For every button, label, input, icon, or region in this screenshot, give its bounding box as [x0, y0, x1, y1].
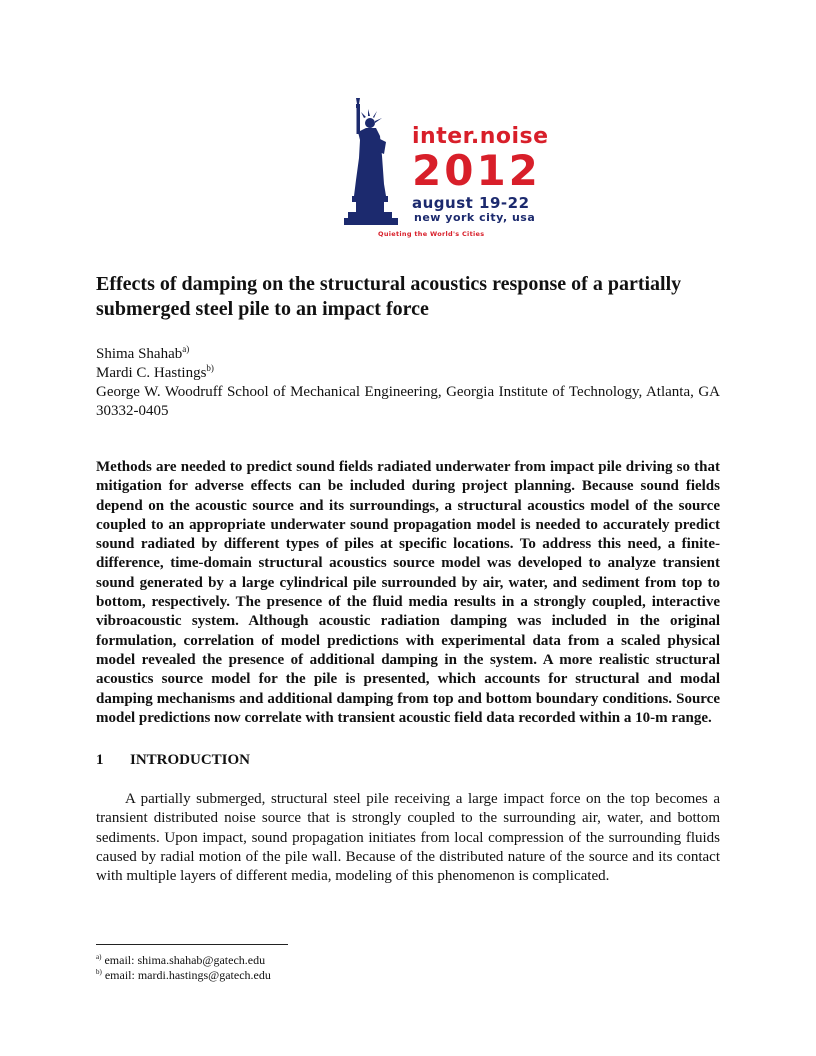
footnote-mark: b)	[96, 968, 102, 976]
footnote-mark: a)	[96, 953, 102, 961]
footnote-text: email: mardi.hastings@gatech.edu	[104, 968, 271, 982]
abstract: Methods are needed to predict sound fields radiated underwater from impact pile driving so that mitigation for adverse effects can be included during project planning. Because sound fields depend on the acoustic source and its surroundings, a structural acoustics model of the source coupled to an appropriate underwater sound propagation model is needed to accurately predict sound radiated by different types of piles at specific locations. To address this need, a finite-difference, time-domain structural acoustics source model was developed to analyze transient sound generated by a large cylindrical pile surrounded by air, water, and sediment from top to bottom, respectively. The presence of the fluid media results in a strongly coupled, interactive vibroacoustic system. Although acoustic radiation damping was included in the original formulation, correlation of model predictions with experimental data from a scaled physical model revealed the presence of additional damping in the system. A more realistic structural acoustics source model for the pile is presented, which accounts for structural and modal damping mechanisms and additional damping from top and bottom boundary conditions. Source model predictions now correlate with transient acoustic field data recorded within a 10-m range.	[96, 459, 720, 726]
logo-city: new york city, usa	[414, 211, 536, 224]
author-2	[96, 364, 720, 383]
author-1	[96, 345, 720, 364]
footnote-divider	[96, 944, 288, 945]
author-name: Mardi C. Hastings	[96, 365, 207, 381]
section-heading	[96, 752, 250, 769]
logo-year: 2012	[412, 146, 541, 195]
footnote-text: email: shima.shahab@gatech.edu	[104, 953, 266, 967]
logo-name: inter.noise	[412, 124, 549, 149]
logo-dates: august 19-22	[412, 194, 530, 212]
section-title: INTRODUCTION	[130, 752, 251, 768]
paper-title: Effects of damping on the structural acoustics response of a partially submerged steel pile to an impact force	[96, 273, 682, 320]
footnote	[96, 953, 271, 968]
statue-of-liberty-icon	[342, 96, 412, 231]
author-mark: b)	[206, 363, 214, 373]
section-number: 1	[96, 752, 104, 768]
author-name: Shima Shahab	[96, 346, 183, 362]
author-mark: a)	[182, 344, 190, 354]
footnotes	[96, 953, 271, 983]
footnote	[96, 968, 271, 983]
intro-paragraph: A partially submerged, structural steel pile receiving a large impact force on the top becomes a transient distributed noise source that is strongly coupled to the surrounding air, water, and bottom sediments. Upon impact, sound propagation initiates from local compression of the surrounding fluids caused by radial motion of the pile wall. Because of the distributed nature of the source and its contact with multiple layers of different media, modeling of this phenomenon is complicated.	[96, 791, 720, 885]
logo-tagline: Quieting the World's Cities	[378, 230, 485, 238]
affiliation: George W. Woodruff School of Mechanical Engineering, Georgia Institute of Technology, Atlanta, GA 30332-0405	[96, 384, 720, 419]
conference-logo	[342, 96, 549, 246]
author-block	[96, 345, 720, 421]
